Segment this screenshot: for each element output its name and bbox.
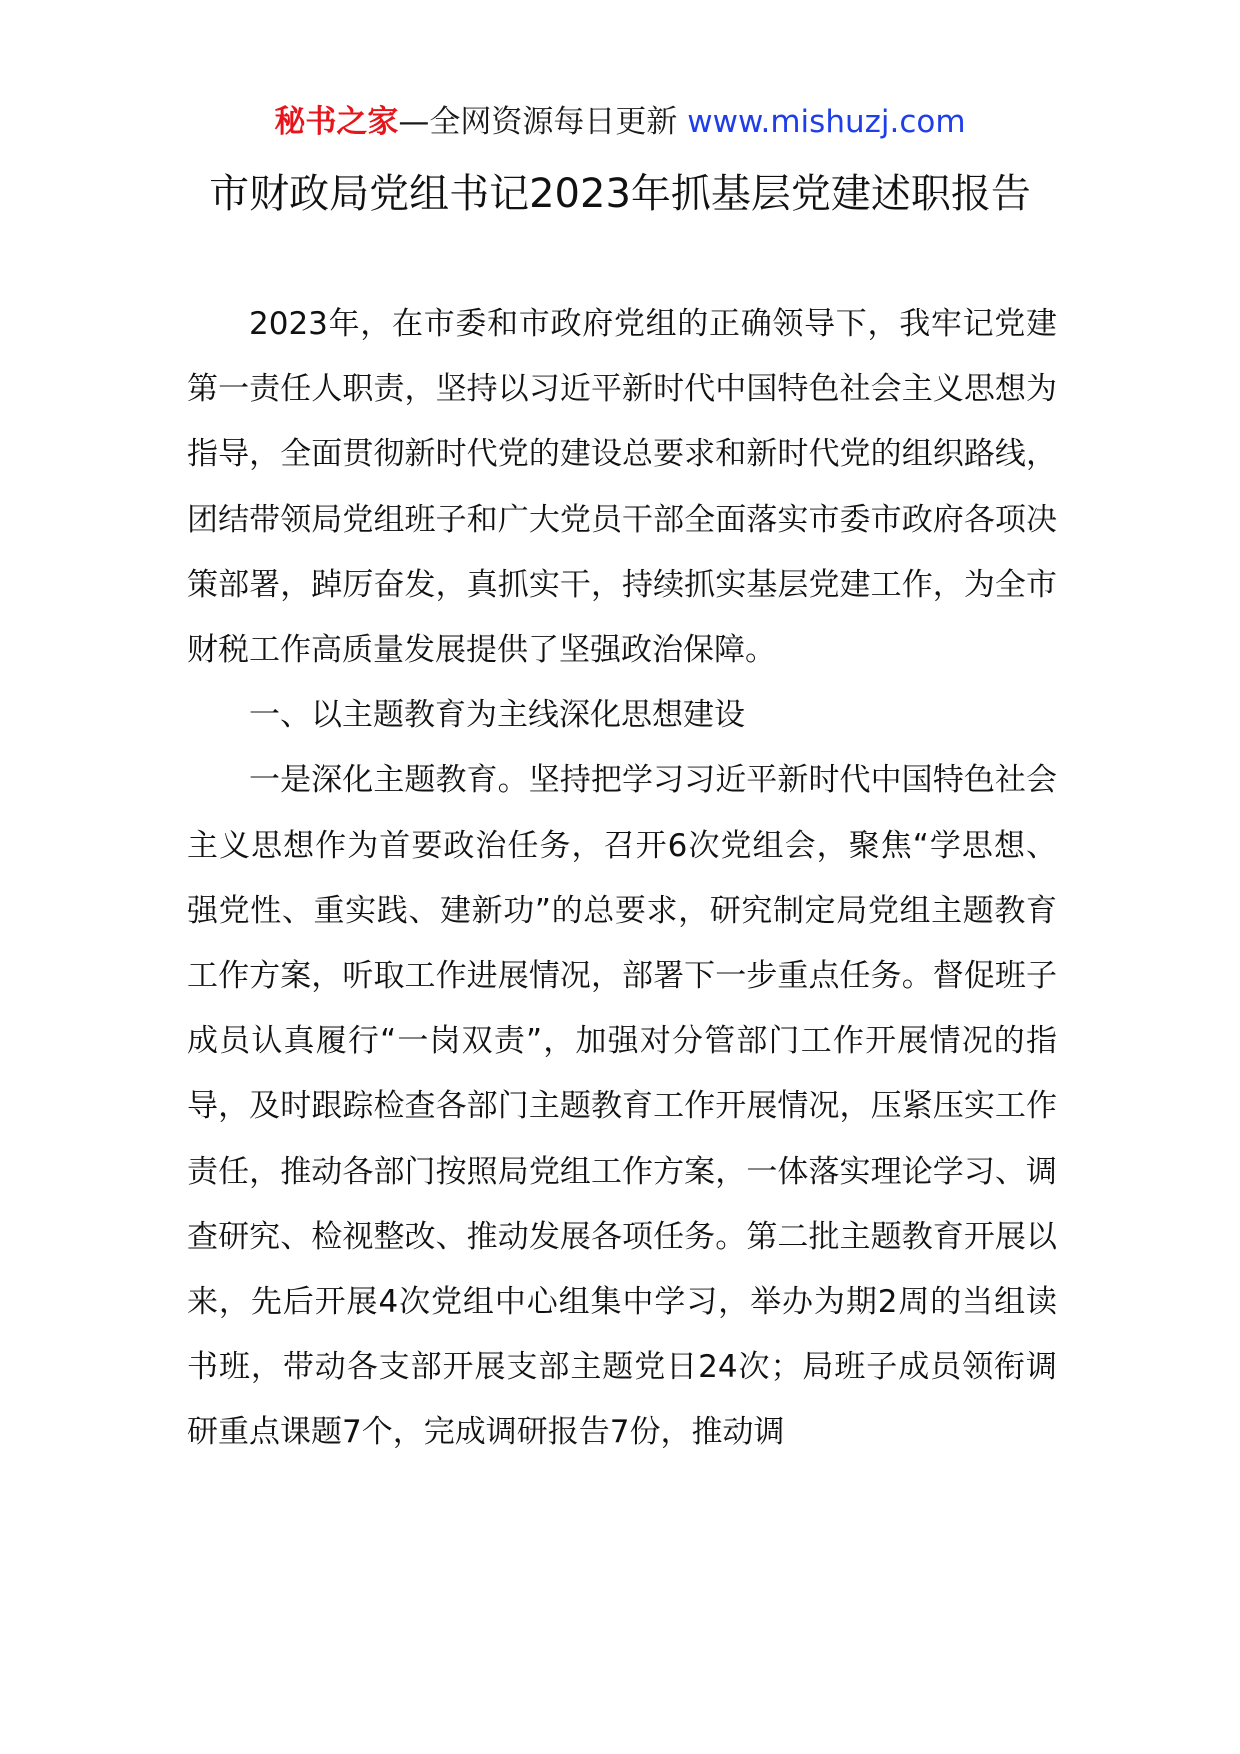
site-banner: [0, 100, 1240, 144]
intro-paragraph: 2023年，在市委和市政府党组的正确领导下，我牢记党建第一责任人职责，坚持以习近平新时代中国特色社会主义思想为指导，全面贯彻新时代党的建设总要求和新时代党的组织路线，团结带领局党组班子和广大党员干部全面落实市委市政府各项决策部署，踔厉奋发，真抓实干，持续抓实基层党建工作，为全市财税工作高质量发展提供了坚强政治保障。: [187, 306, 1057, 669]
banner-brand: 秘书之家: [274, 104, 399, 140]
section-heading: 一、以主题教育为主线深化思想建设: [249, 697, 745, 734]
body-paragraph: 一是深化主题教育。坚持把学习习近平新时代中国特色社会主义思想作为首要政治任务，召开6次党组会，聚焦“学思想、强党性、重实践、建新功”的总要求，研究制定局党组主题教育工作方案，听取工作进展情况，部署下一步重点任务。督促班子成员认真履行“一岗双责”，加强对分管部门工作开展情况的指导，及时跟踪检查各部门主题教育工作开展情况，压紧压实工作责任，推动各部门按照局党组工作方案，一体落实理论学习、调查研究、检视整改、推动发展各项任务。第二批主题教育开展以来，先后开展4次党组中心组集中学习，举办为期2周的当组读书班，带动各支部开展支部主题党日24次；局班子成员领衔调研重点课题7个，完成调研报告7份，推动调: [187, 762, 1057, 1451]
banner-slogan: —全网资源每日更新: [398, 104, 688, 140]
document-body: [187, 292, 1057, 1466]
banner-url-link[interactable]: www.mishuzj.com: [687, 104, 966, 140]
document-title: 市财政局党组书记2023年抓基层党建述职报告: [209, 171, 1031, 217]
